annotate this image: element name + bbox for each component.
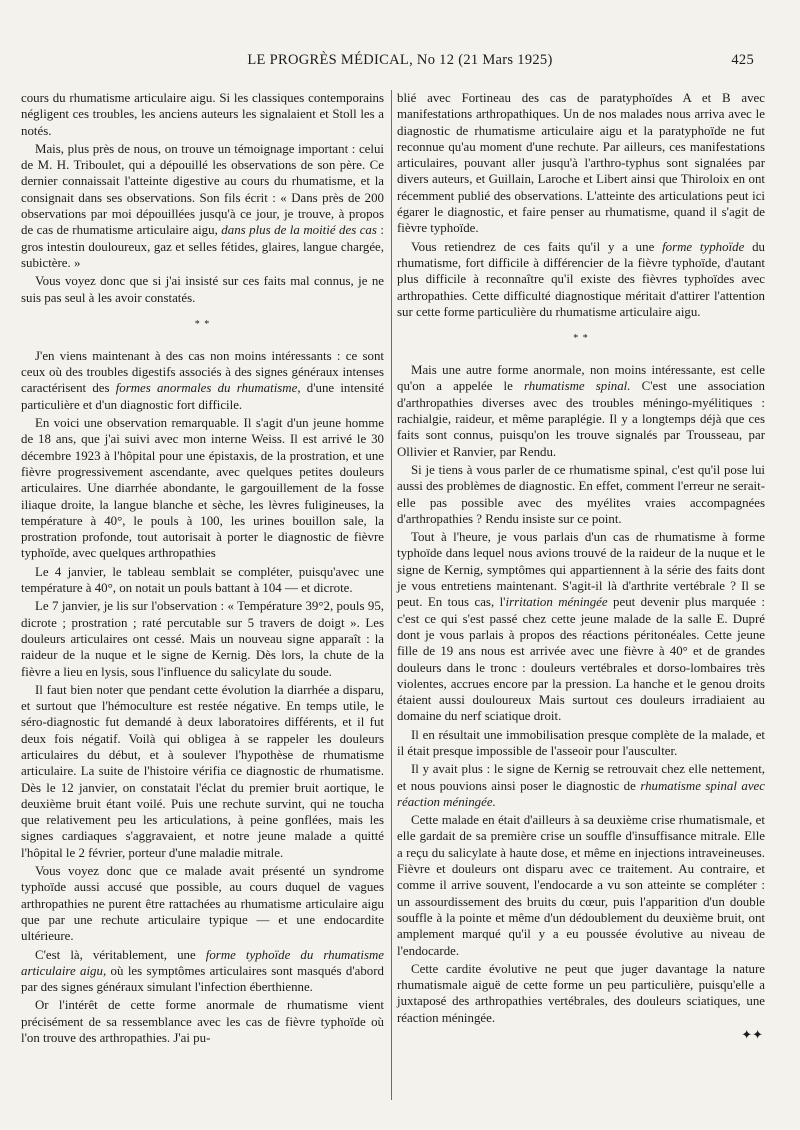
paragraph [397, 761, 765, 810]
paragraph [397, 239, 765, 320]
emphasis: irritation méningée [505, 595, 608, 610]
column-rule [391, 90, 392, 1100]
text-run: Tout à l'heure, je vous parlais d'un cas de rhumatisme à forme typhoïde dans lequel nous avions trouvé de la raideur de la nuque et le signe de Kernig, symptômes qui appartiennent à la série des faits dont je vous entretiens maintenant. S'agit-il là d'arthrite vertébrale ? Il se peut. En tous cas, l' [397, 530, 765, 610]
text-run: C'est là, véritablement, une [35, 947, 206, 962]
text-run: Mais une autre forme anormale, non moins intéressante, est celle qu'on a appelée le [397, 363, 765, 394]
paragraph [397, 362, 765, 460]
running-title: LE PROGRÈS MÉDICAL, No 12 (21 Mars 1925) [247, 52, 553, 68]
paragraph: Cette malade en était d'ailleurs à sa deuxième crise rhumatismale, et elle gardait de sa première crise un souffle d'insuffisance mitrale. Elle a reçu du salicylate à haute dose, et même en injections intraveineuses. Fièvre et douleurs ont disparu avec ce traitement. Au contraire, et comme il arrive souvent, l'endocarde a vu son atteinte se compléter : un assourdissement des bruits du cœur, puis l'apparition d'un double souffle à la pointe et même d'un dédoublement du deuxième bruit, ont amplement marqué qu'il y a eu poussée évolutive au niveau de l'endocarde. [397, 813, 765, 958]
text-run: où les symptômes articulaires sont masqués d'abord par des signes généraux simulant l'infection éberthienne. [21, 963, 384, 995]
paragraph: blié avec Fortineau des cas de paratyphoïdes A et B avec manifestations arthropathiques. Un de nos malades nous arriva avec le diagnostic de rhumatisme articulaire aigu et la paratyphoïde ne fut reconnue qu'au moment d'une rechute. Par ailleurs, ces manifestations articulaires, pouvant aller jusqu'à l'arthro-typhus sont signalées par divers auteurs, et Guillain, Laroche et Libert ainsi que Thiroloix en ont récemment publié des observations. L'atteinte des articulations peut ici égarer le diagnostic, et faire penser au rhumatisme, quand il s'agit de fièvre typhoïde. [397, 91, 765, 236]
paragraph [21, 348, 384, 413]
emphasis: forme typhoïde [662, 239, 745, 254]
paragraph: Vous voyez donc que ce malade avait présenté un syndrome typhoïde aussi accusé que possible, au cours duquel de vagues arthropathies ne purent être rattachées au rhumatisme articulaire aigu que par une rechute articulaire typique — et une endocardite ultérieure. [21, 864, 384, 944]
right-column [397, 90, 765, 1042]
text-run: Il y avait plus : le signe de Kernig se retrouvait chez elle nettement, et nous pouvions ainsi poser le diagnostic de [397, 762, 765, 793]
paragraph [21, 947, 384, 996]
paragraph: Il en résultait une immobilisation presque complète de la malade, et il était presque impossible de l'asseoir pour l'ausculter. [397, 727, 765, 758]
paragraph: Le 4 janvier, le tableau semblait se compléter, puisqu'avec une température à 40°, on notait un pouls battant à 104 — et dicrote. [21, 564, 384, 596]
paragraph: Le 7 janvier, je lis sur l'observation : « Température 39°2, pouls 95, dicrote ; prostration ; raté percutable sur 5 travers de doigt ». Les douleurs articulaires ont cessé. Mais un nouveau signe apparaît : la raideur de la nuque et le signe de Kernig. Dès lors, la chute de la fièvre a lieu en lysis, sous l'influence du salicylate du soude. [21, 599, 384, 679]
emphasis: forme typhoïde du rhumatisme articulaire aigu, [21, 947, 384, 978]
section-separator: * * [194, 318, 211, 330]
page-header [0, 52, 800, 76]
paragraph: Cette cardite évolutive ne peut que juger davantage la nature rhumatismale aiguë de cette forme un peu particulière, puisqu'elle a juxtaposé des arthropathies vertébrales, des douleurs sciatiques, une réaction méningée. [397, 961, 765, 1025]
text-run: du rhumatisme, fort difficile à différencier de la fièvre typhoïde, d'autant plus difficile à reconnaître qu'il existe des fièvres typhoïdes avec arthropathies. Cette difficulté diagnostique méritait d'attirer l'attention sur cette forme particulière du rhumatisme articulaire aigu. [397, 239, 765, 319]
paragraph [397, 529, 765, 725]
text-run: : gros intestin douloureux, gaz et selles fétides, glaires, langue chargée, subictère. » [21, 223, 384, 270]
section-separator: * * [573, 333, 589, 345]
emphasis: rhumatisme spinal. [523, 379, 631, 394]
emphasis: dans plus de la moitié des cas [221, 223, 377, 238]
paragraph: Il faut bien noter que pendant cette évolution la diarrhée a disparu, et surtout que l'hémoculture est restée négative. En temps utile, le séro-diagnostic fut demandé à deux laboratoires différents, et il fut deux fois négatif. Voilà qui obligea à se rappeler les douleurs articulaires du début, et à soulever l'hypothèse de rhumatisme articulaire. La suite de l'histoire vérifia ce diagnostic de rhumatisme. Dès le 12 janvier, on constatait l'éclat du premier bruit aortique, le deuxième bruit étant voilé. Puis une rechute survint, qui ne toucha que relativement peu les articulations, à peine gonflées, mais les signes cardiaques s'aggravaient, et notre jeune malade a quitté l'hôpital le 2 février, porteur d'une maladie mitrale. [21, 682, 384, 860]
text-run: J'en viens maintenant à des cas non moins intéressants : ce sont ceux où des troubles digestifs associés à des signes généraux intenses caractérisent des [21, 348, 384, 396]
paragraph [21, 141, 384, 271]
paragraph: Vous voyez donc que si j'ai insisté sur ces faits mal connus, je ne suis pas seul à les avoir constatés. [21, 274, 384, 305]
text-run: C'est une association d'arthropathies diverses avec des troubles méningo-myélitiques : rachialgie, raideur, et même paraplégie. Il y a longtemps déjà que ces faits sont connus, puisqu'on les trouve signalés par Trousseau, par Ollivier et Ranvier, par Rendu. [397, 379, 765, 459]
text-run: Mais, plus près de nous, on trouve un témoignage important : celui de M. H. Triboulet, qui a dépouillé les observations de son père. Ce dernier connaissait l'atteinte digestive au cours du rhumatisme, et la consignait dans ses observations. Son fils écrit : « Dans près de 200 observations par moi dépouillées jusqu'à ce jour, je trouve, à propos de cas de rhumatisme articulaire aigu, [21, 141, 384, 238]
page-number: 425 [731, 52, 754, 68]
text-run: d'une intensité particulière et d'un diagnostic fort difficile. [21, 381, 385, 412]
left-column [21, 90, 384, 1048]
paragraph: Or l'intérêt de cette forme anormale de rhumatisme vient précisément de sa ressemblance avec les cas de fièvre typhoïde où l'on trouve des arthropathies. J'ai pu- [21, 998, 384, 1046]
text-run: peut devenir plus marquée : c'est ce qui s'est passé chez cette jeune malade de la salle E. Dupré dont je vous parlais à propos des réactions péritonéales. Cette jeune fille de 19 ans nous est arrivée avec une fièvre à 40° et de grandes douleurs dans le tronc : douleurs vertébrales et dorso-lombaires très violentes, accrues encore par la pression. La hanche et le genou droits étaient aussi douloureux Mais surtout ces douleurs irradiaient au domaine du nerf sciatique droit. [397, 595, 766, 724]
paragraph: En voici une observation remarquable. Il s'agit d'un jeune homme de 18 ans, que j'ai suivi avec mon interne Weiss. Il est arrivé le 30 décembre 1923 à l'hôpital pour une épistaxis, de la prostration, et une fièvre progressivement ascendante, avec quelques petites douleurs articulaires. Une diarrhée abondante, le gargouillement de la fosse iliaque droite, la langue blanche et sèche, les lèvres fuligineuses, la température à 40°, le pouls à 100, les urines bouillon sale, la prostration profonde, tout autorisait à porter le diagnostic de fièvre typhoïde, avec quelques arthropathies [21, 416, 384, 561]
paragraph: Si je tiens à vous parler de ce rhumatisme spinal, c'est qu'il pose lui aussi des problèmes de diagnostic. En effet, comment l'erreur ne serait-elle pas possible avec des myélites vraies accompagnées d'arthropathies ? Rendu insiste sur ce point. [397, 462, 765, 526]
end-ornament: ✦✦ [741, 1027, 763, 1043]
paragraph: cours du rhumatisme articulaire aigu. Si les classiques contemporains négligent ces troubles, les anciens auteurs les signalaient et Stoll les a notés. [21, 91, 384, 138]
emphasis: rhumatisme spinal avec réaction méningée. [397, 778, 765, 809]
text-run: Vous retiendrez de ces faits qu'il y a une [411, 239, 663, 254]
emphasis: formes anormales du rhumatisme, [115, 381, 301, 396]
